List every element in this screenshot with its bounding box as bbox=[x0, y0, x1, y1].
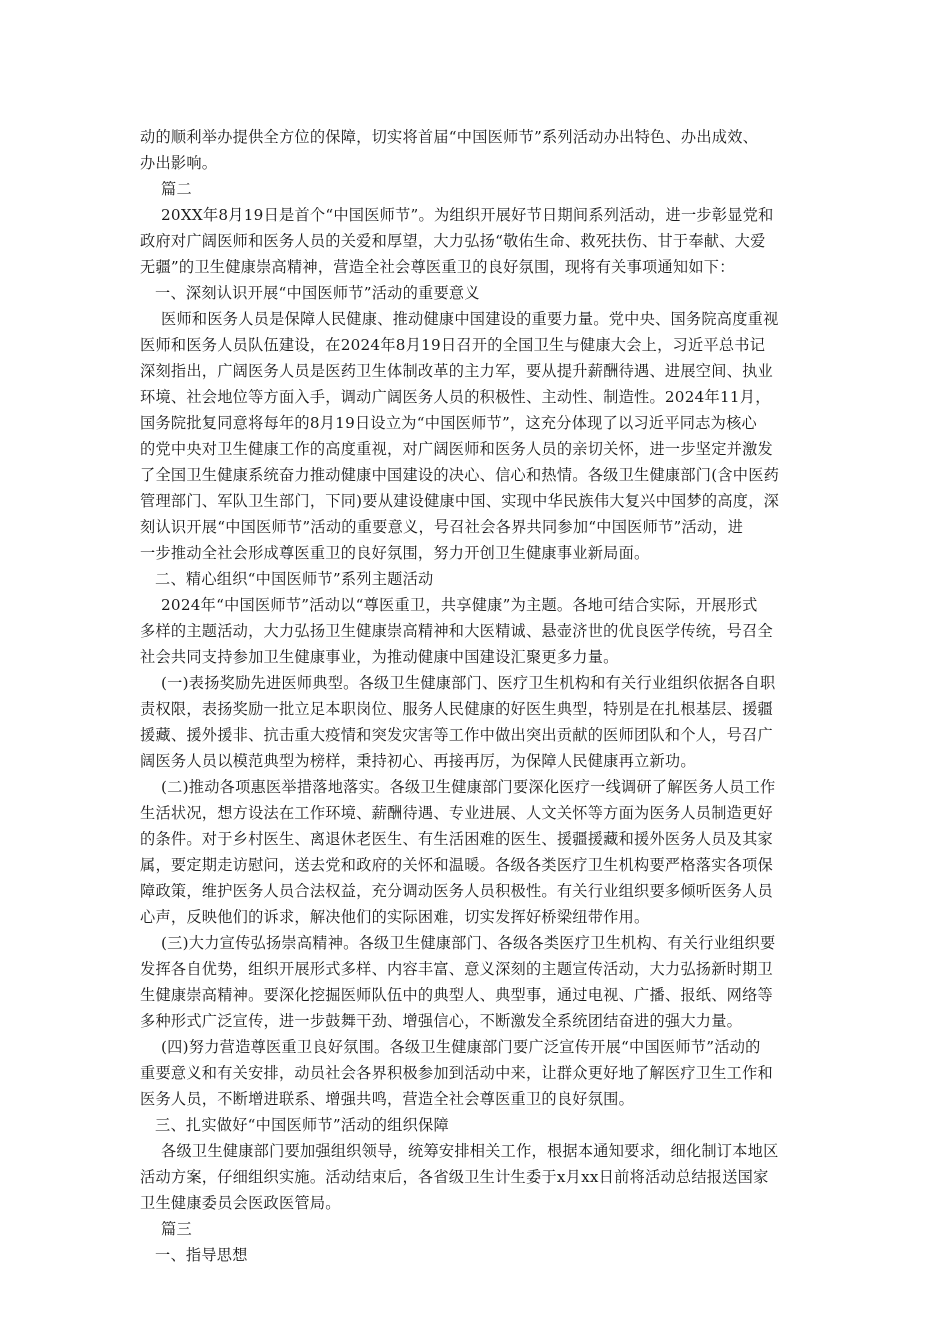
text-line: 医务人员，不断增进联系、增强共鸣，营造全社会尊医重卫的良好氛围。 bbox=[140, 1090, 634, 1108]
text-line: 援藏、援外援非、抗击重大疫情和突发灾害等工作中做出突出贡献的医师团队和个人，号召广 bbox=[140, 726, 773, 744]
text-line: 属，要定期走访慰问，送去党和政府的关怀和温暖。各级各类医疗卫生机构要严格落实各项保 bbox=[140, 856, 773, 874]
text-line: 一步推动全社会形成尊医重卫的良好氛围，努力开创卫生健康事业新局面。 bbox=[140, 544, 650, 562]
text-line: 活动方案，仔细组织实施。活动结束后，各省级卫生计生委于x月xx日前将活动总结报送国家 bbox=[140, 1168, 769, 1186]
text-line: 2024年“中国医师节”活动以“尊医重卫，共享健康”为主题。各地可结合实际，开展形式 bbox=[161, 596, 758, 614]
text-line: 医师和医务人员是保障人民健康、推动健康中国建设的重要力量。党中央、国务院高度重视 bbox=[161, 310, 779, 328]
document-page bbox=[140, 124, 812, 1268]
text-line: 发挥各自优势，组织开展形式多样、内容丰富、意义深刻的主题宣传活动，大力弘扬新时期卫 bbox=[140, 960, 773, 978]
text-line: (一)表扬奖励先进医师典型。各级卫生健康部门、医疗卫生机构和有关行业组织依据各自职 bbox=[161, 674, 776, 692]
text-line: 管理部门、军队卫生部门，下同)要从建设健康中国、实现中华民族伟大复兴中国梦的高度，深 bbox=[140, 492, 780, 510]
text-line: 一、深刻认识开展“中国医师节”活动的重要意义 bbox=[155, 284, 480, 302]
text-line: 医师和医务人员队伍建设，在2024年8月19日召开的全国卫生与健康大会上，习近平总书记 bbox=[140, 336, 766, 354]
text-line: 了全国卫生健康系统奋力推动健康中国建设的决心、信心和热情。各级卫生健康部门(含中医药 bbox=[140, 466, 780, 484]
text-line: 深刻指出，广阔医务人员是医药卫生体制改革的主力军，要从提升薪酬待遇、进展空间、执业 bbox=[140, 362, 773, 380]
text-line: 生活状况，想方设法在工作环境、薪酬待遇、专业进展、人文关怀等方面为医务人员制造更好 bbox=[140, 804, 773, 822]
text-line: 多样的主题活动，大力弘扬卫生健康崇高精神和大医精诚、悬壶济世的优良医学传统，号召全 bbox=[140, 622, 773, 640]
text-line: 环境、社会地位等方面入手，调动广阔医务人员的积极性、主动性、制造性。2024年11月， bbox=[140, 388, 771, 406]
text-line: 的条件。对于乡村医生、离退休老医生、有生活困难的医生、援疆援藏和援外医务人员及其家 bbox=[140, 830, 773, 848]
text-line: 卫生健康委员会医政医管局。 bbox=[140, 1194, 341, 1212]
text-line: 重要意义和有关安排，动员社会各界积极参加到活动中来，让群众更好地了解医疗卫生工作和 bbox=[140, 1064, 773, 1082]
text-line: 刻认识开展“中国医师节”活动的重要意义，号召社会各界共同参加“中国医师节”活动，进 bbox=[140, 518, 744, 536]
text-line: (二)推动各项惠医举措落地落实。各级卫生健康部门要深化医疗一线调研了解医务人员工作 bbox=[161, 778, 776, 796]
text-line: 的党中央对卫生健康工作的高度重视，对广阔医师和医务人员的亲切关怀，进一步坚定并激发 bbox=[140, 440, 773, 458]
text-line: 障政策，维护医务人员合法权益，充分调动医务人员积极性。有关行业组织要多倾听医务人员 bbox=[140, 882, 773, 900]
text-line: 社会共同支持参加卫生健康事业，为推动健康中国建设汇聚更多力量。 bbox=[140, 648, 619, 666]
text-line: 动的顺利举办提供全方位的保障，切实将首届“中国医师节”系列活动办出特色、办出成效、 bbox=[140, 128, 759, 146]
text-line: 一、指导思想 bbox=[155, 1246, 248, 1264]
text-line: 责权限，表扬奖励一批立足本职岗位、服务人民健康的好医生典型，特别是在扎根基层、援疆 bbox=[140, 700, 773, 718]
text-line: 国务院批复同意将每年的8月19日设立为“中国医师节”，这充分体现了以习近平同志为核心 bbox=[140, 414, 757, 432]
text-line: 无疆”的卫生健康崇高精神，营造全社会尊医重卫的良好氛围，现将有关事项通知如下： bbox=[140, 258, 735, 276]
text-line: 篇二 bbox=[161, 180, 192, 198]
text-line: 多种形式广泛宣传，进一步鼓舞干劲、增强信心，不断激发全系统团结奋进的强大力量。 bbox=[140, 1012, 743, 1030]
text-line: 心声，反映他们的诉求，解决他们的实际困难，切实发挥好桥梁纽带作用。 bbox=[140, 908, 650, 926]
text-line: 办出影响。 bbox=[140, 154, 218, 172]
text-line: (三)大力宣传弘扬崇高精神。各级卫生健康部门、各级各类医疗卫生机构、有关行业组织要 bbox=[161, 934, 776, 952]
text-line: 篇三 bbox=[161, 1220, 192, 1238]
text-line: 三、扎实做好“中国医师节”活动的组织保障 bbox=[155, 1116, 449, 1134]
text-line: 各级卫生健康部门要加强组织领导，统筹安排相关工作，根据本通知要求，细化制订本地区 bbox=[161, 1142, 779, 1160]
text-line: (四)努力营造尊医重卫良好氛围。各级卫生健康部门要广泛宣传开展“中国医师节”活动的 bbox=[161, 1038, 761, 1056]
text-line: 生健康崇高精神。要深化挖掘医师队伍中的典型人、典型事，通过电视、广播、报纸、网络等 bbox=[140, 986, 773, 1004]
text-line: 20XX年8月19日是首个“中国医师节”。为组织开展好节日期间系列活动，进一步彰显党和 bbox=[161, 206, 774, 224]
text-line: 政府对广阔医师和医务人员的关爱和厚望，大力弘扬“敬佑生命、救死扶伤、甘于奉献、大爱 bbox=[140, 232, 766, 250]
text-line: 阔医务人员以模范典型为榜样，秉持初心、再接再厉，为保障人民健康再立新功。 bbox=[140, 752, 696, 770]
text-line: 二、精心组织“中国医师节”系列主题活动 bbox=[155, 570, 434, 588]
